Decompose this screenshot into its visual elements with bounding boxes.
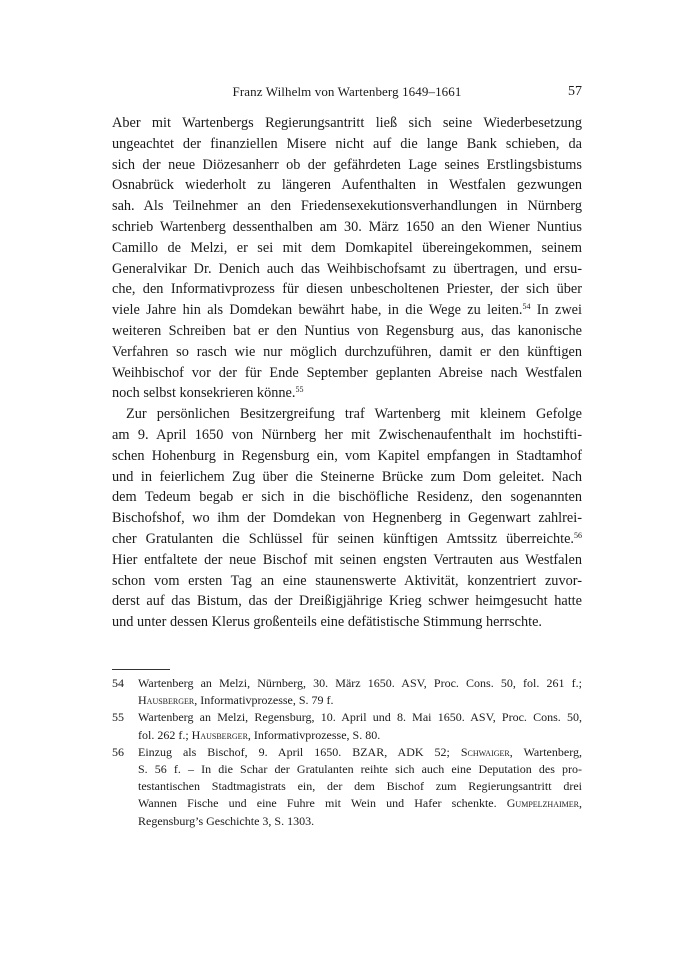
text-line: Camillo de Melzi, er sei mit dem Domkapitel übereingekommen, seinem	[112, 239, 582, 256]
text-line	[112, 383, 582, 404]
footnote-line: Wartenberg an Melzi, Nürnberg, 30. März 1650. ASV, Proc. Cons. 50, fol. 261 f.;	[138, 676, 582, 690]
text-line	[112, 300, 582, 321]
text-segment: , Wartenberg,	[509, 744, 582, 759]
footnote-ref[interactable]: 55	[295, 385, 304, 395]
text-line: Aber mit Wartenbergs Regierungsantritt ließ sich seine Wiederbesetzung	[112, 115, 582, 131]
running-head	[112, 84, 582, 104]
text-segment: , Informativprozesse, S. 80.	[247, 727, 381, 742]
text-line: che, den Informativprozess für diesen unbescholtenen Priester, der sich über	[112, 281, 582, 298]
footnotes	[112, 675, 582, 830]
text-segment: cher Gratulanten die Schlüssel für seinen künftigen Amtssitz überreichte.	[112, 530, 574, 547]
text-line: sich der neue Diözesanherr ob der gefährdeten Lage seines Erstlingsbistums	[112, 156, 582, 173]
body-text	[112, 113, 582, 633]
running-title: Franz Wilhelm von Wartenberg 1649–1661	[232, 84, 462, 99]
text-segment: In zwei	[530, 302, 582, 319]
footnote-number: 54	[112, 676, 124, 690]
text-line: Zur persönlichen Besitzergreifung traf Wartenberg mit kleinem Gefolge	[126, 406, 582, 423]
footnote-line	[138, 744, 582, 761]
text-line: Weihbischof vor der für Ende September geplanten Abreise nach Westfalen	[112, 364, 582, 381]
text-line: Verfahren so rasch wie nur möglich durchzuführen, damit er den künftigen	[112, 343, 582, 360]
text-line: und in feierlichem Zug über die Steinerne Brücke zum Dom geleitet. Nach	[112, 468, 582, 485]
text-line: sah. Als Teilnehmer an den Friedensexekutionsverhandlungen in Nürnberg	[112, 198, 582, 215]
footnote-55	[112, 709, 582, 743]
footnote-divider	[112, 669, 170, 670]
text-segment: fol. 262 f.;	[138, 727, 192, 742]
text-line: Generalvikar Dr. Denich auch das Weihbischofsamt zu übertragen, und ersu-	[112, 260, 582, 277]
text-segment: , Informativprozesse, S. 79 f.	[194, 693, 334, 708]
text-segment: Einzug als Bischof, 9. April 1650. BZAR, ADK 52;	[138, 744, 461, 759]
footnote-56	[112, 744, 582, 830]
text-segment: Wannen Fische und eine Fuhre mit Wein und Hafer schenkte.	[138, 796, 507, 811]
footnote-line: testantischen Stadtmagistrats ein, der dem Bischof zum Regierungsantritt drei	[138, 779, 582, 794]
footnote-line	[138, 795, 582, 812]
text-line: derst auf das Bistum, das der Dreißigjährige Krieg schwer heimgesucht hatte	[112, 593, 582, 610]
text-line: dem Tedeum begab er sich in die bischöfliche Residenz, den sogenannten	[112, 489, 582, 506]
page-number: 57	[568, 84, 582, 99]
footnote-line: Wartenberg an Melzi, Regensburg, 10. April und 8. Mai 1650. ASV, Proc. Cons. 50,	[138, 710, 582, 725]
footnote-line: Regensburg’s Geschichte 3, S. 1303.	[138, 813, 315, 828]
text-line: Bischofshof, wo ihm der Domdekan von Hegnenberg in Gegenwart zahlrei-	[112, 510, 582, 527]
text-line: Hier entfaltete der neue Bischof mit seinen engsten Vertrauten aus Westfalen	[112, 551, 582, 568]
text-line: schen Hohenburg in Regensburg ein, vom Kapitel empfangen in Stadtamhof	[112, 447, 582, 464]
text-line: weiteren Schreiben bat er den Nuntius von Regensburg aus, das kanonische	[112, 322, 582, 339]
text-segment: viele Jahre hin als Domdekan bewährt habe, in die Wege zu leiten.	[112, 302, 523, 319]
footnote-ref[interactable]: 56	[574, 530, 582, 540]
text-line: schon vom ersten Tag an eine staunenswerte Aktivität, konzentriert zuvor-	[112, 572, 582, 589]
footnote-number: 56	[112, 744, 124, 759]
text-line: ungeachtet der finanziellen Misere nicht auf die lange Bank schieben, da	[112, 135, 582, 152]
footnote-number: 55	[112, 710, 124, 725]
footnote-line	[138, 692, 582, 709]
text-line: und unter dessen Klerus großenteils eine defätistische Stimmung herrschte.	[112, 614, 542, 631]
footnote-line	[138, 727, 582, 744]
author-name: Hausberger	[191, 727, 248, 742]
text-segment: ,	[579, 796, 582, 811]
footnote-ref[interactable]: 54	[522, 302, 531, 312]
footnote-54	[112, 675, 582, 709]
author-name: Gumpelzhaimer	[506, 796, 579, 811]
text-line	[112, 529, 582, 550]
author-name: Schwaiger	[460, 744, 510, 759]
text-line: am 9. April 1650 von Nürnberg her mit Zwischenaufenthalt im hochstifti-	[112, 426, 582, 443]
text-line: Osnabrück wiederholt zu längeren Aufenthalten in Westfalen gezwungen	[112, 177, 582, 194]
author-name: Hausberger	[138, 693, 195, 708]
footnote-line: S. 56 f. – In die Schar der Gratulanten reihte sich auch eine Deputation des pro-	[138, 761, 582, 776]
text-segment: noch selbst konsekrieren könne.	[112, 385, 296, 402]
text-line: schrieb Wartenberg dessenthalben am 30. März 1650 an den Wiener Nuntius	[112, 218, 582, 235]
